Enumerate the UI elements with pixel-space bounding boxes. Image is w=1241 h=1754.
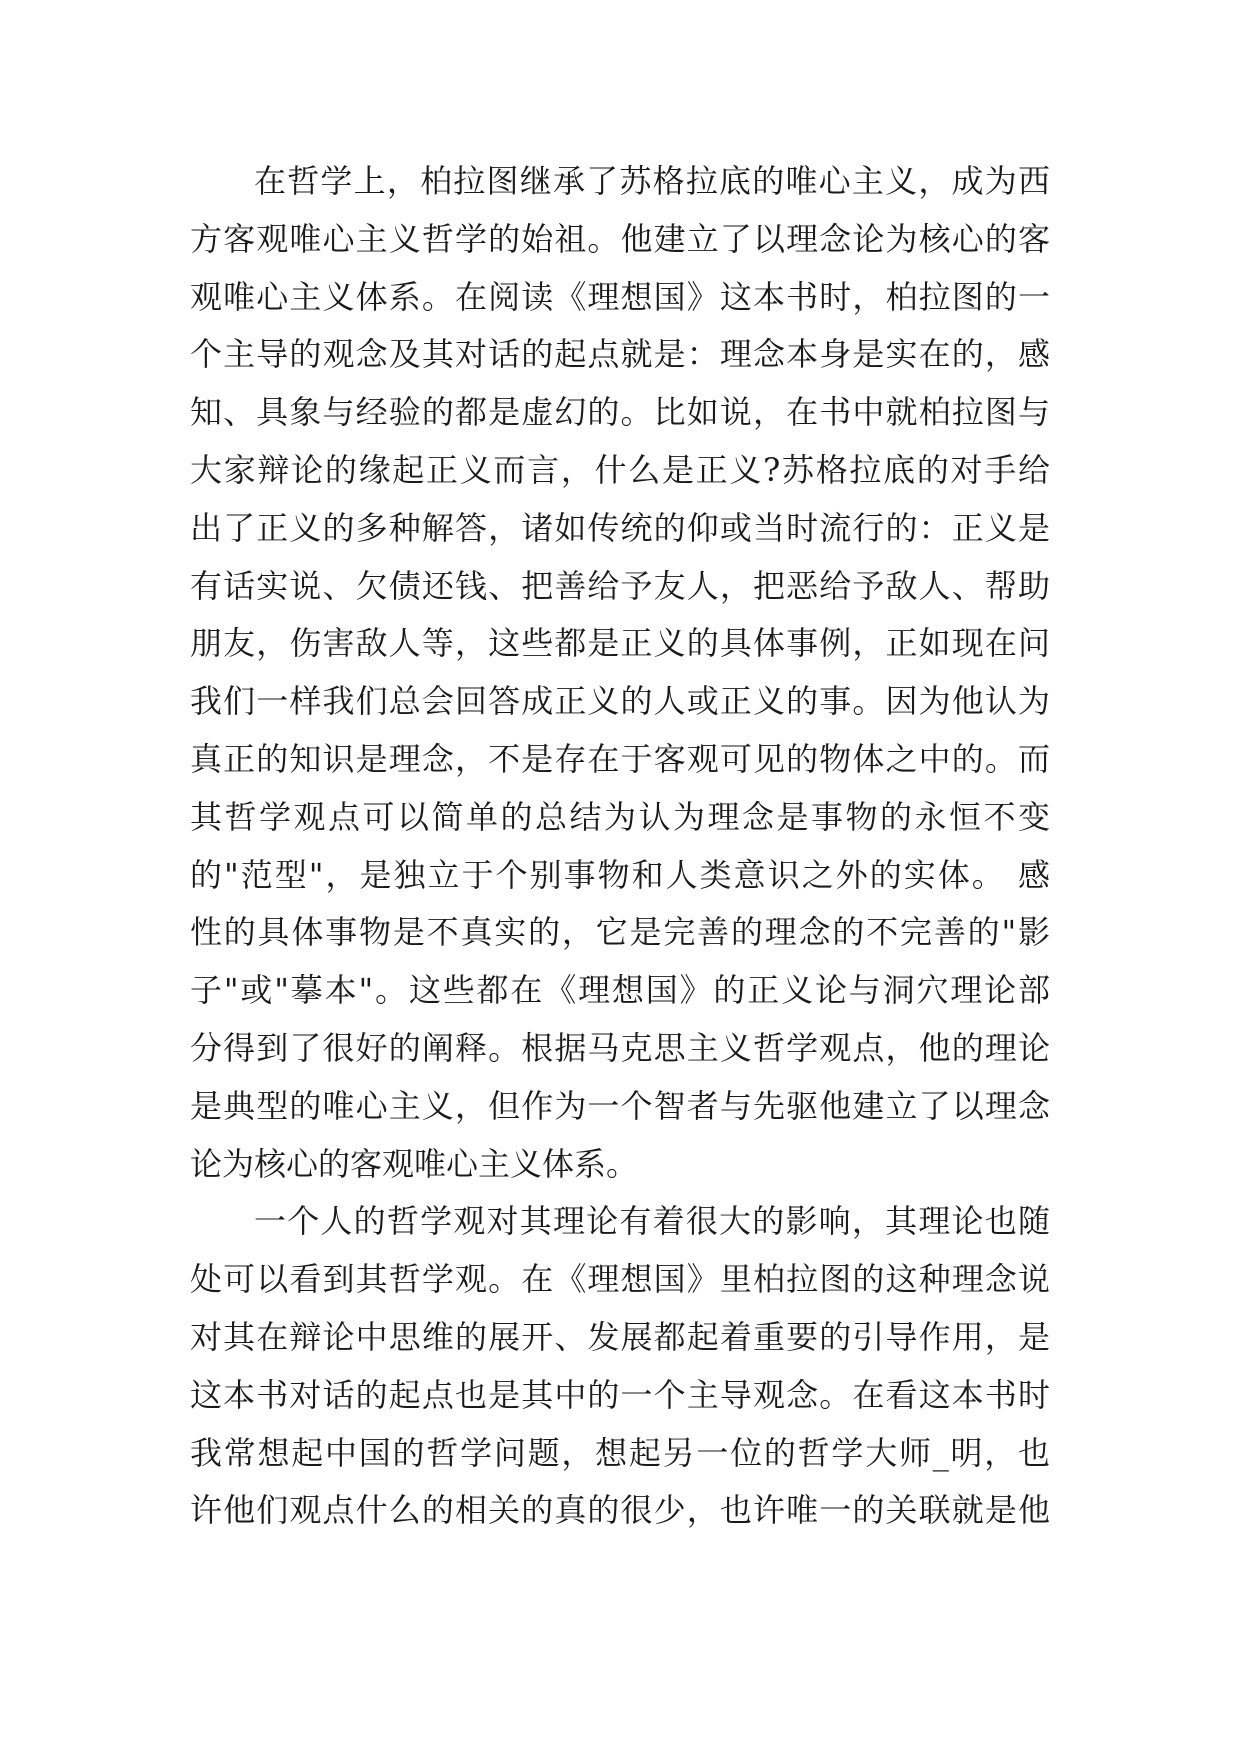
text-line: 许他们观点什么的相关的真的很少，也许唯一的关联就是他	[190, 1491, 1050, 1530]
text-line: 我常想起中国的哲学问题，想起另一位的哲学大师_明，也	[190, 1433, 1050, 1472]
text-line: 论为核心的客观唯心主义体系。	[190, 1144, 639, 1183]
text-line: 方客观唯心主义哲学的始祖。他建立了以理念论为核心的客	[190, 219, 1050, 258]
text-line: 性的具体事物是不真实的，它是完善的理念的不完善的"影	[190, 913, 1050, 952]
paragraph-1	[190, 153, 1050, 1193]
text-line: 朋友，伤害敌人等，这些都是正义的具体事例，正如现在问	[190, 624, 1050, 663]
text-line: 处可以看到其哲学观。在《理想国》里柏拉图的这种理念说	[190, 1260, 1050, 1299]
text-line: 大家辩论的缘起正义而言，什么是正义?苏格拉底的对手给	[190, 450, 1050, 489]
text-line: 这本书对话的起点也是其中的一个主导观念。在看这本书时	[190, 1375, 1050, 1414]
text-line: 出了正义的多种解答，诸如传统的仰或当时流行的：正义是	[190, 508, 1050, 547]
document-body	[190, 153, 1050, 1540]
text-line: 其哲学观点可以简单的总结为认为理念是事物的永恒不变	[190, 797, 1050, 836]
text-line: 我们一样我们总会回答成正义的人或正义的事。因为他认为	[190, 682, 1050, 721]
text-line: 个主导的观念及其对话的起点就是：理念本身是实在的，感	[190, 335, 1050, 374]
text-line: 对其在辩论中思维的展开、发展都起着重要的引导作用，是	[190, 1317, 1050, 1356]
text-line: 分得到了很好的阐释。根据马克思主义哲学观点，他的理论	[190, 1028, 1050, 1067]
text-line: 是典型的唯心主义，但作为一个智者与先驱他建立了以理念	[190, 1086, 1050, 1125]
text-line: 子"或"摹本"。这些都在《理想国》的正义论与洞穴理论部	[190, 971, 1050, 1010]
paragraph-2	[190, 1193, 1050, 1540]
text-line: 有话实说、欠债还钱、把善给予友人，把恶给予敌人、帮助	[190, 566, 1050, 605]
text-line: 观唯心主义体系。在阅读《理想国》这本书时，柏拉图的一	[190, 277, 1050, 316]
text-line: 的"范型"，是独立于个别事物和人类意识之外的实体。 感	[190, 855, 1050, 894]
text-line: 在哲学上，柏拉图继承了苏格拉底的唯心主义，成为西	[254, 162, 1050, 200]
text-line: 真正的知识是理念，不是存在于客观可见的物体之中的。而	[190, 739, 1050, 778]
text-line: 一个人的哲学观对其理论有着很大的影响，其理论也随	[254, 1202, 1050, 1241]
text-line: 知、具象与经验的都是虚幻的。比如说，在书中就柏拉图与	[190, 393, 1050, 432]
